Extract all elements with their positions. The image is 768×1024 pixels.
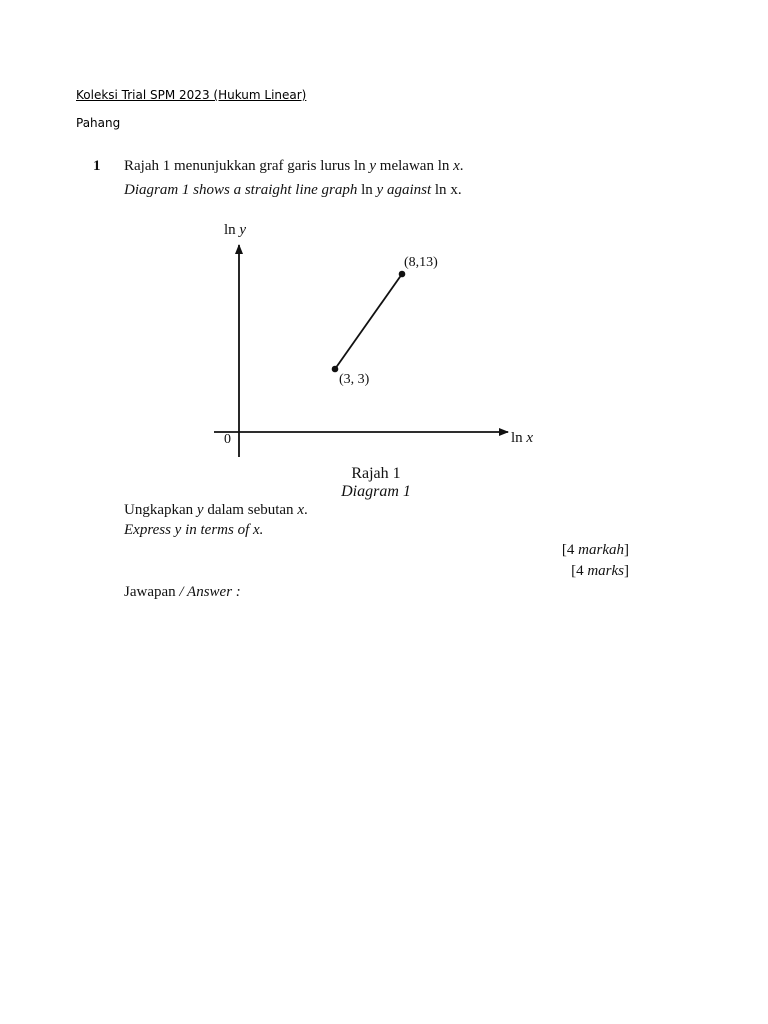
q2-end: . [457,182,462,198]
marks-en-open: [4 [571,563,584,579]
origin-label: 0 [224,432,231,447]
marks-english [571,563,629,580]
marks-en-close: ] [624,563,629,579]
y-axis-var: y [239,222,247,238]
q1-ln: ln [353,158,366,174]
instr-ms-a: Ungkapkan [124,502,194,518]
document-title: Koleksi Trial SPM 2023 (Hukum Linear) [76,88,307,102]
point-b-dot [399,271,406,278]
q2-x: x [450,182,458,198]
marks-ms-word: markah [578,542,624,558]
q1-ln2: ln [437,158,450,174]
q2-ln: ln [361,182,373,198]
instruction-malay [124,502,308,519]
instr-ms-x: x [297,502,304,518]
q1-y: y [369,158,377,174]
y-axis-label [224,222,246,238]
point-a-label: (3, 3) [339,372,370,387]
marks-malay [562,542,629,559]
instr-ms-end: . [303,502,308,518]
diagram-caption-malay: Rajah 1 [351,465,401,482]
x-axis-var: x [526,430,534,446]
graph-line [335,274,402,369]
q1-x: x [453,158,460,174]
instruction-english: Express y in terms of x. [124,522,264,538]
y-axis-ln: ln [224,222,236,238]
marks-ms-open: [4 [561,542,575,558]
q2-text: Diagram 1 shows a straight line graph [124,182,358,198]
point-a-dot [332,366,339,373]
q1-end: . [459,158,464,174]
answer-english: / Answer : [179,584,241,600]
x-axis-label [511,430,533,446]
marks-ms-close: ] [624,542,629,558]
answer-malay: Jawapan [124,584,176,600]
instr-ms-b: dalam sebutan [207,502,294,518]
x-axis-ln: ln [511,430,523,446]
question-line-english [124,182,462,199]
question-line-malay [124,158,464,175]
q2-y: y [376,182,384,198]
q2-ln2: ln [434,182,447,198]
point-b-label: (8,13) [404,255,438,270]
instr-ms-y: y [196,502,204,518]
q1-mid: melawan [379,158,434,174]
q2-mid: against [386,182,432,198]
state-label: Pahang [76,116,121,130]
q1-text: Rajah 1 menunjukkan graf garis lurus [124,158,351,174]
diagram-caption-english: Diagram 1 [341,483,411,500]
question-number: 1 [93,158,101,174]
straight-line-graph [200,215,550,465]
answer-label [124,584,241,601]
marks-en-word: marks [587,563,624,579]
